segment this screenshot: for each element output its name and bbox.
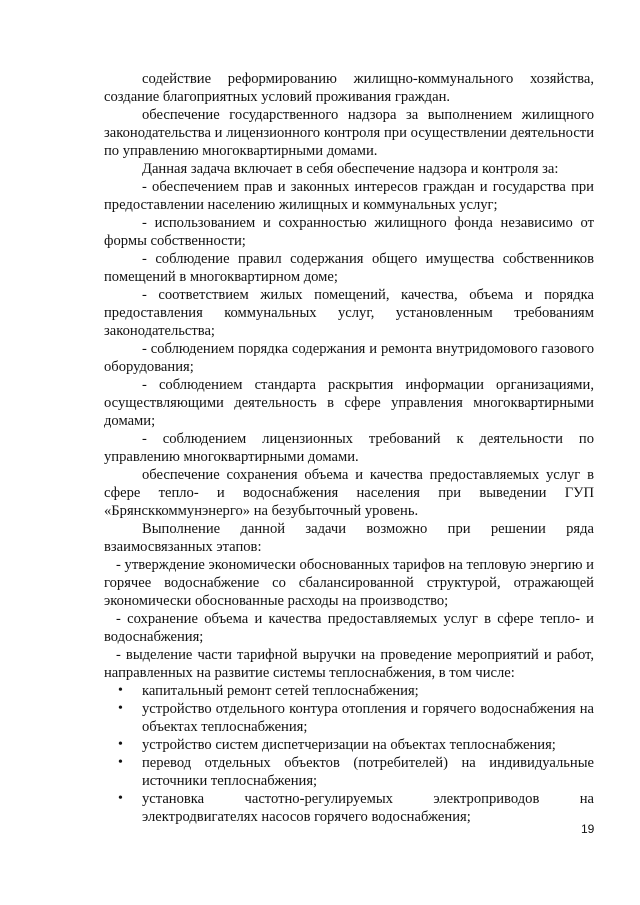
bullet-icon: • <box>118 683 123 698</box>
paragraph: - соблюдение правил содержания общего имущества собственников помещений в многоквартирном доме; <box>104 251 594 285</box>
bullet-icon: • <box>118 755 123 770</box>
bullet-item <box>104 682 594 700</box>
paragraph: содействие реформированию жилищно-коммунального хозяйства, создание благоприятных условий проживания граждан. <box>104 71 594 105</box>
bullet-list <box>104 682 594 826</box>
bullet-item <box>104 754 594 790</box>
bullet-text: капитальный ремонт сетей теплоснабжения; <box>142 683 419 699</box>
paragraph: - соблюдением стандарта раскрытия информации организациями, осуществляющими деятельность в сфере управления многоквартирными домами; <box>104 377 594 429</box>
paragraph: Выполнение данной задачи возможно при решении ряда взаимосвязанных этапов: <box>104 521 594 555</box>
bullet-item <box>104 790 594 826</box>
page-body <box>104 70 594 826</box>
bullet-item <box>104 700 594 736</box>
paragraph: обеспечение государственного надзора за выполнением жилищного законодательства и лицензионного контроля при осуществлении деятельности по управлению многоквартирными домами. <box>104 107 594 159</box>
page-number: 19 <box>581 822 595 836</box>
bullet-icon: • <box>118 737 123 752</box>
bullet-text: установка частотно-регулируемых электроприводов на электродвигателях насосов горячего водоснабжения; <box>142 791 594 825</box>
paragraph-list <box>104 70 594 682</box>
paragraph: обеспечение сохранения объема и качества предоставляемых услуг в сфере тепло- и водоснабжения населения при выведении ГУП «Брянсккоммунэнерго» на безубыточный уровень. <box>104 467 594 519</box>
paragraph: - использованием и сохранностью жилищного фонда независимо от формы собственности; <box>104 215 594 249</box>
paragraph: - обеспечением прав и законных интересов граждан и государства при предоставлении населению жилищных и коммунальных услуг; <box>104 179 594 213</box>
paragraph: - утверждение экономически обоснованных тарифов на тепловую энергию и горячее водоснабжение со сбалансированной структурой, отражающей экономически обоснованные расходы на производство; <box>104 557 594 609</box>
paragraph: - сохранение объема и качества предоставляемых услуг в сфере тепло- и водоснабжения; <box>104 611 594 645</box>
paragraph: - соблюдением порядка содержания и ремонта внутридомового газового оборудования; <box>104 341 594 375</box>
bullet-item <box>104 736 594 754</box>
bullet-icon: • <box>118 791 123 806</box>
paragraph: Данная задача включает в себя обеспечение надзора и контроля за: <box>142 161 559 177</box>
bullet-text: устройство систем диспетчеризации на объектах теплоснабжения; <box>142 737 556 753</box>
paragraph: - соблюдением лицензионных требований к деятельности по управлению многоквартирными домами. <box>104 431 594 465</box>
paragraph: - выделение части тарифной выручки на проведение мероприятий и работ, направленных на развитие системы теплоснабжения, в том числе: <box>104 647 594 681</box>
bullet-text: перевод отдельных объектов (потребителей) на индивидуальные источники теплоснабжения; <box>142 755 594 789</box>
bullet-icon: • <box>118 701 123 716</box>
paragraph: - соответствием жилых помещений, качества, объема и порядка предоставления коммунальных услуг, установленным требованиям законодательства; <box>104 287 594 339</box>
bullet-text: устройство отдельного контура отопления и горячего водоснабжения на объектах теплоснабжения; <box>142 701 594 735</box>
